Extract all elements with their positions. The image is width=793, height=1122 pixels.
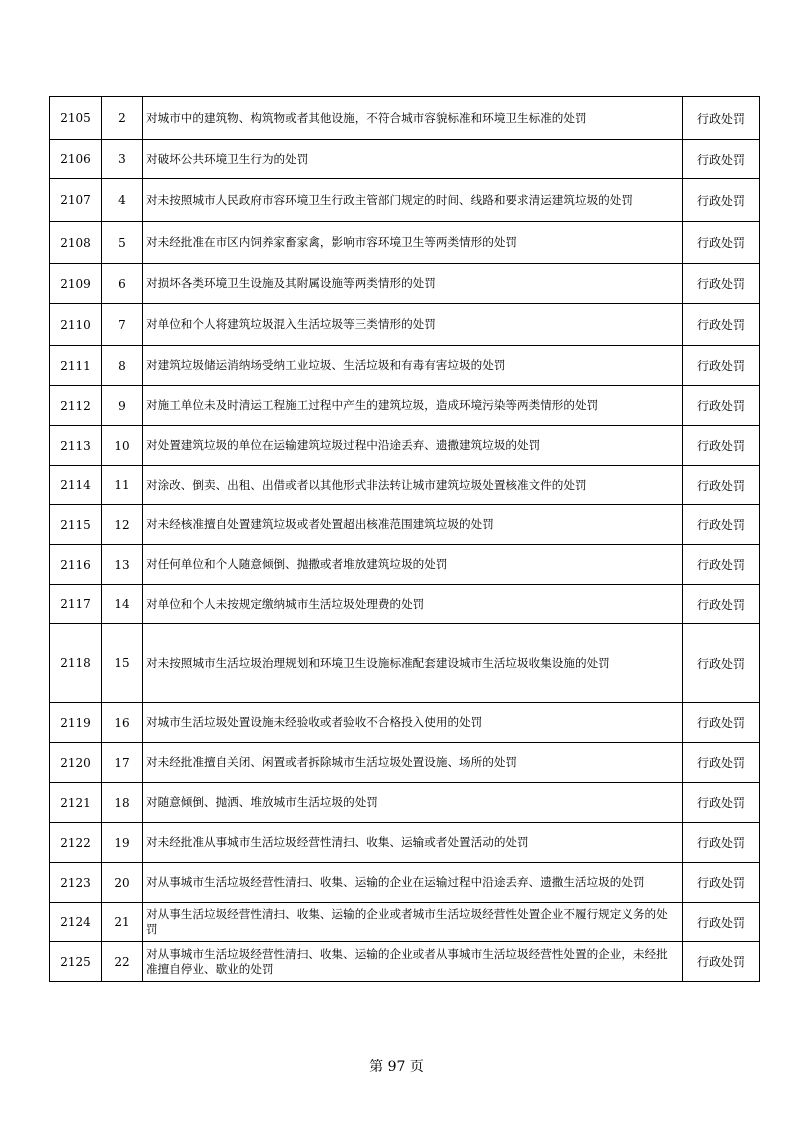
row-seq-cell: 12 xyxy=(102,505,143,545)
row-id-cell: 2113 xyxy=(50,426,102,466)
row-item-cell: 对未经核准擅自处置建筑垃圾或者处置超出核准范围建筑垃圾的处罚 xyxy=(143,505,683,545)
row-id-cell: 2124 xyxy=(50,903,102,942)
table-row xyxy=(50,783,760,823)
row-id-cell: 2108 xyxy=(50,222,102,264)
row-seq-cell: 7 xyxy=(102,304,143,346)
table-row xyxy=(50,386,760,426)
row-seq-cell: 18 xyxy=(102,783,143,823)
table-row xyxy=(50,823,760,863)
power-list-table xyxy=(49,96,760,982)
table-row xyxy=(50,426,760,466)
row-item-cell: 对未经批准在市区内饲养家畜家禽，影响市容环境卫生等两类情形的处罚 xyxy=(143,222,683,264)
row-type-cell: 行政处罚 xyxy=(683,505,760,545)
row-type-cell: 行政处罚 xyxy=(683,426,760,466)
table-row xyxy=(50,505,760,545)
row-id-cell: 2117 xyxy=(50,585,102,624)
row-type-cell: 行政处罚 xyxy=(683,222,760,264)
row-item-cell: 对未按照城市生活垃圾治理规划和环境卫生设施标准配套建设城市生活垃圾收集设施的处罚 xyxy=(143,624,683,703)
row-id-cell: 2114 xyxy=(50,466,102,505)
row-type-cell: 行政处罚 xyxy=(683,304,760,346)
row-seq-cell: 20 xyxy=(102,863,143,903)
row-seq-cell: 10 xyxy=(102,426,143,466)
row-type-cell: 行政处罚 xyxy=(683,386,760,426)
row-seq-cell: 19 xyxy=(102,823,143,863)
row-id-cell: 2123 xyxy=(50,863,102,903)
row-item-cell: 对城市中的建筑物、构筑物或者其他设施，不符合城市容貌标准和环境卫生标准的处罚 xyxy=(143,97,683,140)
row-id-cell: 2115 xyxy=(50,505,102,545)
row-type-cell: 行政处罚 xyxy=(683,264,760,304)
table-row xyxy=(50,903,760,942)
table-row xyxy=(50,466,760,505)
table-row xyxy=(50,863,760,903)
row-item-cell: 对损坏各类环境卫生设施及其附属设施等两类情形的处罚 xyxy=(143,264,683,304)
row-seq-cell: 21 xyxy=(102,903,143,942)
row-seq-cell: 13 xyxy=(102,545,143,585)
row-seq-cell: 16 xyxy=(102,703,143,743)
row-id-cell: 2112 xyxy=(50,386,102,426)
row-type-cell: 行政处罚 xyxy=(683,179,760,222)
table-row xyxy=(50,624,760,703)
table-row xyxy=(50,585,760,624)
row-id-cell: 2111 xyxy=(50,346,102,386)
row-seq-cell: 11 xyxy=(102,466,143,505)
row-seq-cell: 3 xyxy=(102,140,143,179)
row-item-cell: 对未经批准从事城市生活垃圾经营性清扫、收集、运输或者处置活动的处罚 xyxy=(143,823,683,863)
row-item-cell: 对涂改、倒卖、出租、出借或者以其他形式非法转让城市建筑垃圾处置核准文件的处罚 xyxy=(143,466,683,505)
row-seq-cell: 4 xyxy=(102,179,143,222)
row-id-cell: 2121 xyxy=(50,783,102,823)
row-item-cell: 对随意倾倒、抛洒、堆放城市生活垃圾的处罚 xyxy=(143,783,683,823)
row-id-cell: 2122 xyxy=(50,823,102,863)
row-id-cell: 2119 xyxy=(50,703,102,743)
row-type-cell: 行政处罚 xyxy=(683,783,760,823)
table-row xyxy=(50,545,760,585)
row-type-cell: 行政处罚 xyxy=(683,97,760,140)
row-item-cell: 对单位和个人未按规定缴纳城市生活垃圾处理费的处罚 xyxy=(143,585,683,624)
row-item-cell: 对城市生活垃圾处置设施未经验收或者验收不合格投入使用的处罚 xyxy=(143,703,683,743)
row-type-cell: 行政处罚 xyxy=(683,903,760,942)
table-row xyxy=(50,743,760,783)
row-item-cell: 对从事城市生活垃圾经营性清扫、收集、运输的企业或者从事城市生活垃圾经营性处置的企业，未经批准擅自停业、歇业的处罚 xyxy=(143,942,683,982)
row-type-cell: 行政处罚 xyxy=(683,942,760,982)
row-id-cell: 2107 xyxy=(50,179,102,222)
row-id-cell: 2118 xyxy=(50,624,102,703)
table-row xyxy=(50,264,760,304)
row-item-cell: 对未按照城市人民政府市容环境卫生行政主管部门规定的时间、线路和要求清运建筑垃圾的处罚 xyxy=(143,179,683,222)
row-type-cell: 行政处罚 xyxy=(683,823,760,863)
row-id-cell: 2105 xyxy=(50,97,102,140)
row-seq-cell: 8 xyxy=(102,346,143,386)
row-type-cell: 行政处罚 xyxy=(683,545,760,585)
table-row xyxy=(50,140,760,179)
row-seq-cell: 17 xyxy=(102,743,143,783)
row-item-cell: 对从事城市生活垃圾经营性清扫、收集、运输的企业在运输过程中沿途丢弃、遗撒生活垃圾的处罚 xyxy=(143,863,683,903)
table-row xyxy=(50,703,760,743)
table-row xyxy=(50,97,760,140)
row-item-cell: 对施工单位未及时清运工程施工过程中产生的建筑垃圾，造成环境污染等两类情形的处罚 xyxy=(143,386,683,426)
row-seq-cell: 22 xyxy=(102,942,143,982)
table-row xyxy=(50,304,760,346)
row-item-cell: 对建筑垃圾储运消纳场受纳工业垃圾、生活垃圾和有毒有害垃圾的处罚 xyxy=(143,346,683,386)
row-type-cell: 行政处罚 xyxy=(683,466,760,505)
row-seq-cell: 2 xyxy=(102,97,143,140)
row-seq-cell: 5 xyxy=(102,222,143,264)
row-item-cell: 对未经批准擅自关闭、闲置或者拆除城市生活垃圾处置设施、场所的处罚 xyxy=(143,743,683,783)
row-seq-cell: 6 xyxy=(102,264,143,304)
row-id-cell: 2120 xyxy=(50,743,102,783)
row-item-cell: 对处置建筑垃圾的单位在运输建筑垃圾过程中沿途丢弃、遗撒建筑垃圾的处罚 xyxy=(143,426,683,466)
row-type-cell: 行政处罚 xyxy=(683,585,760,624)
row-id-cell: 2106 xyxy=(50,140,102,179)
row-item-cell: 对从事生活垃圾经营性清扫、收集、运输的企业或者城市生活垃圾经营性处置企业不履行规定义务的处罚 xyxy=(143,903,683,942)
row-seq-cell: 15 xyxy=(102,624,143,703)
table-row xyxy=(50,222,760,264)
row-type-cell: 行政处罚 xyxy=(683,703,760,743)
row-id-cell: 2116 xyxy=(50,545,102,585)
row-seq-cell: 9 xyxy=(102,386,143,426)
page-number: 第 97 页 xyxy=(369,1059,424,1075)
row-seq-cell: 14 xyxy=(102,585,143,624)
row-type-cell: 行政处罚 xyxy=(683,346,760,386)
row-item-cell: 对单位和个人将建筑垃圾混入生活垃圾等三类情形的处罚 xyxy=(143,304,683,346)
row-id-cell: 2109 xyxy=(50,264,102,304)
table-body xyxy=(50,97,760,982)
row-item-cell: 对破坏公共环境卫生行为的处罚 xyxy=(143,140,683,179)
row-item-cell: 对任何单位和个人随意倾倒、抛撒或者堆放建筑垃圾的处罚 xyxy=(143,545,683,585)
row-type-cell: 行政处罚 xyxy=(683,140,760,179)
row-id-cell: 2125 xyxy=(50,942,102,982)
row-type-cell: 行政处罚 xyxy=(683,624,760,703)
row-type-cell: 行政处罚 xyxy=(683,863,760,903)
row-type-cell: 行政处罚 xyxy=(683,743,760,783)
table-row xyxy=(50,179,760,222)
row-id-cell: 2110 xyxy=(50,304,102,346)
table-row xyxy=(50,942,760,982)
table-row xyxy=(50,346,760,386)
